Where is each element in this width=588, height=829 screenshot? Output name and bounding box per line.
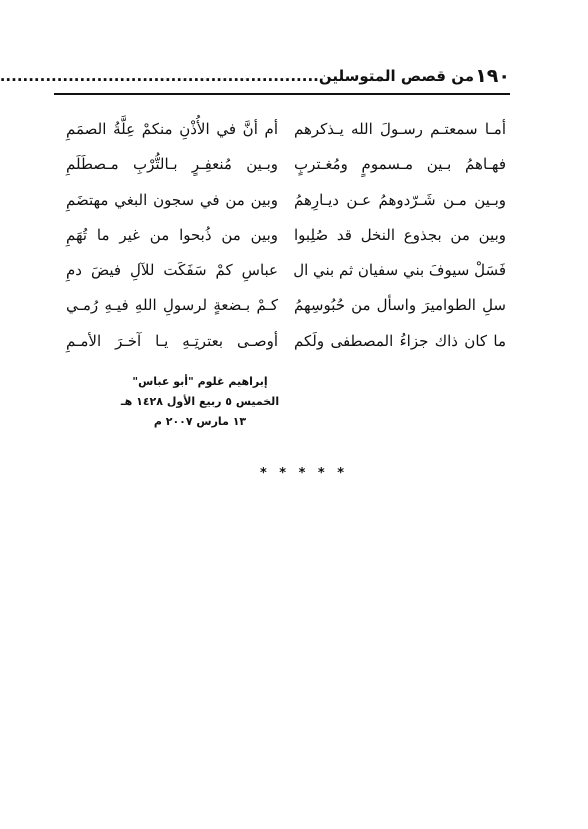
running-title: من قصص المتوسلين........................................................ xyxy=(0,67,474,85)
verse-left-2: وبـين مُنعفِـرٍ بـالتُّرْبِ مـصطَلَمِ xyxy=(66,155,278,174)
verse-left-4: وبين من ذُبحوا من غير ما تُهَمِ xyxy=(66,225,278,244)
verse-right-7: ما كان ذاك جزاءُ المصطفى ولَكم xyxy=(294,331,506,350)
hijri-date: الخميس ٥ ربيع الأول ١٤٢٨ هـ xyxy=(120,395,280,408)
section-separator: * * * * * xyxy=(259,466,349,481)
header-rule xyxy=(54,93,510,95)
gregorian-date: ١٣ مارس ٢٠٠٧ م xyxy=(153,415,247,428)
verse-left-7: أوصـى بعترتِـهِ يـا آخـرَ الأمـمِ xyxy=(66,331,278,350)
verse-right-1: أمـا سمعتـم رسـولَ الله يـذكرهم xyxy=(294,120,506,138)
page-number: ١٩٠ xyxy=(475,65,510,87)
page-header xyxy=(0,64,510,92)
verse-left-5: عباسِ كمْ سَفَكَت للآلِ فيضَ دمِ xyxy=(66,261,278,280)
poem-left-column xyxy=(66,112,278,359)
verse-right-4: وبين من بجذوع النخل قد صُلِبوا xyxy=(294,225,506,244)
poem-right-column xyxy=(294,112,506,359)
poem xyxy=(66,112,506,362)
author-name: إبراهيم غلوم "أبو عباس" xyxy=(132,375,268,388)
verse-right-3: وبـين مـن شَـرّدوهمُ عـن ديـارِهمُ xyxy=(294,190,506,209)
verse-left-6: كـمْ بـضعةٍ لرسولِ اللهِ فيـهِ رُمـي xyxy=(66,296,278,315)
verse-left-1: أم أنَّ في الأُذْنِ منكمْ عِلَّةُ الصمَمِ xyxy=(66,120,278,138)
verse-right-6: سلِ الطواميرَ واسأل من حُبُوسِهمُ xyxy=(294,296,506,315)
signature-block xyxy=(80,372,320,432)
verse-right-5: فَسَلْ سيوفَ بني سفيان ثم بني ال xyxy=(293,261,506,280)
verse-left-3: وبين من في سجون البغي مهتضَمِ xyxy=(66,190,278,209)
verse-right-2: فهـاهمُ بـين مـسمومٍ ومُغـتربٍ xyxy=(294,155,506,174)
